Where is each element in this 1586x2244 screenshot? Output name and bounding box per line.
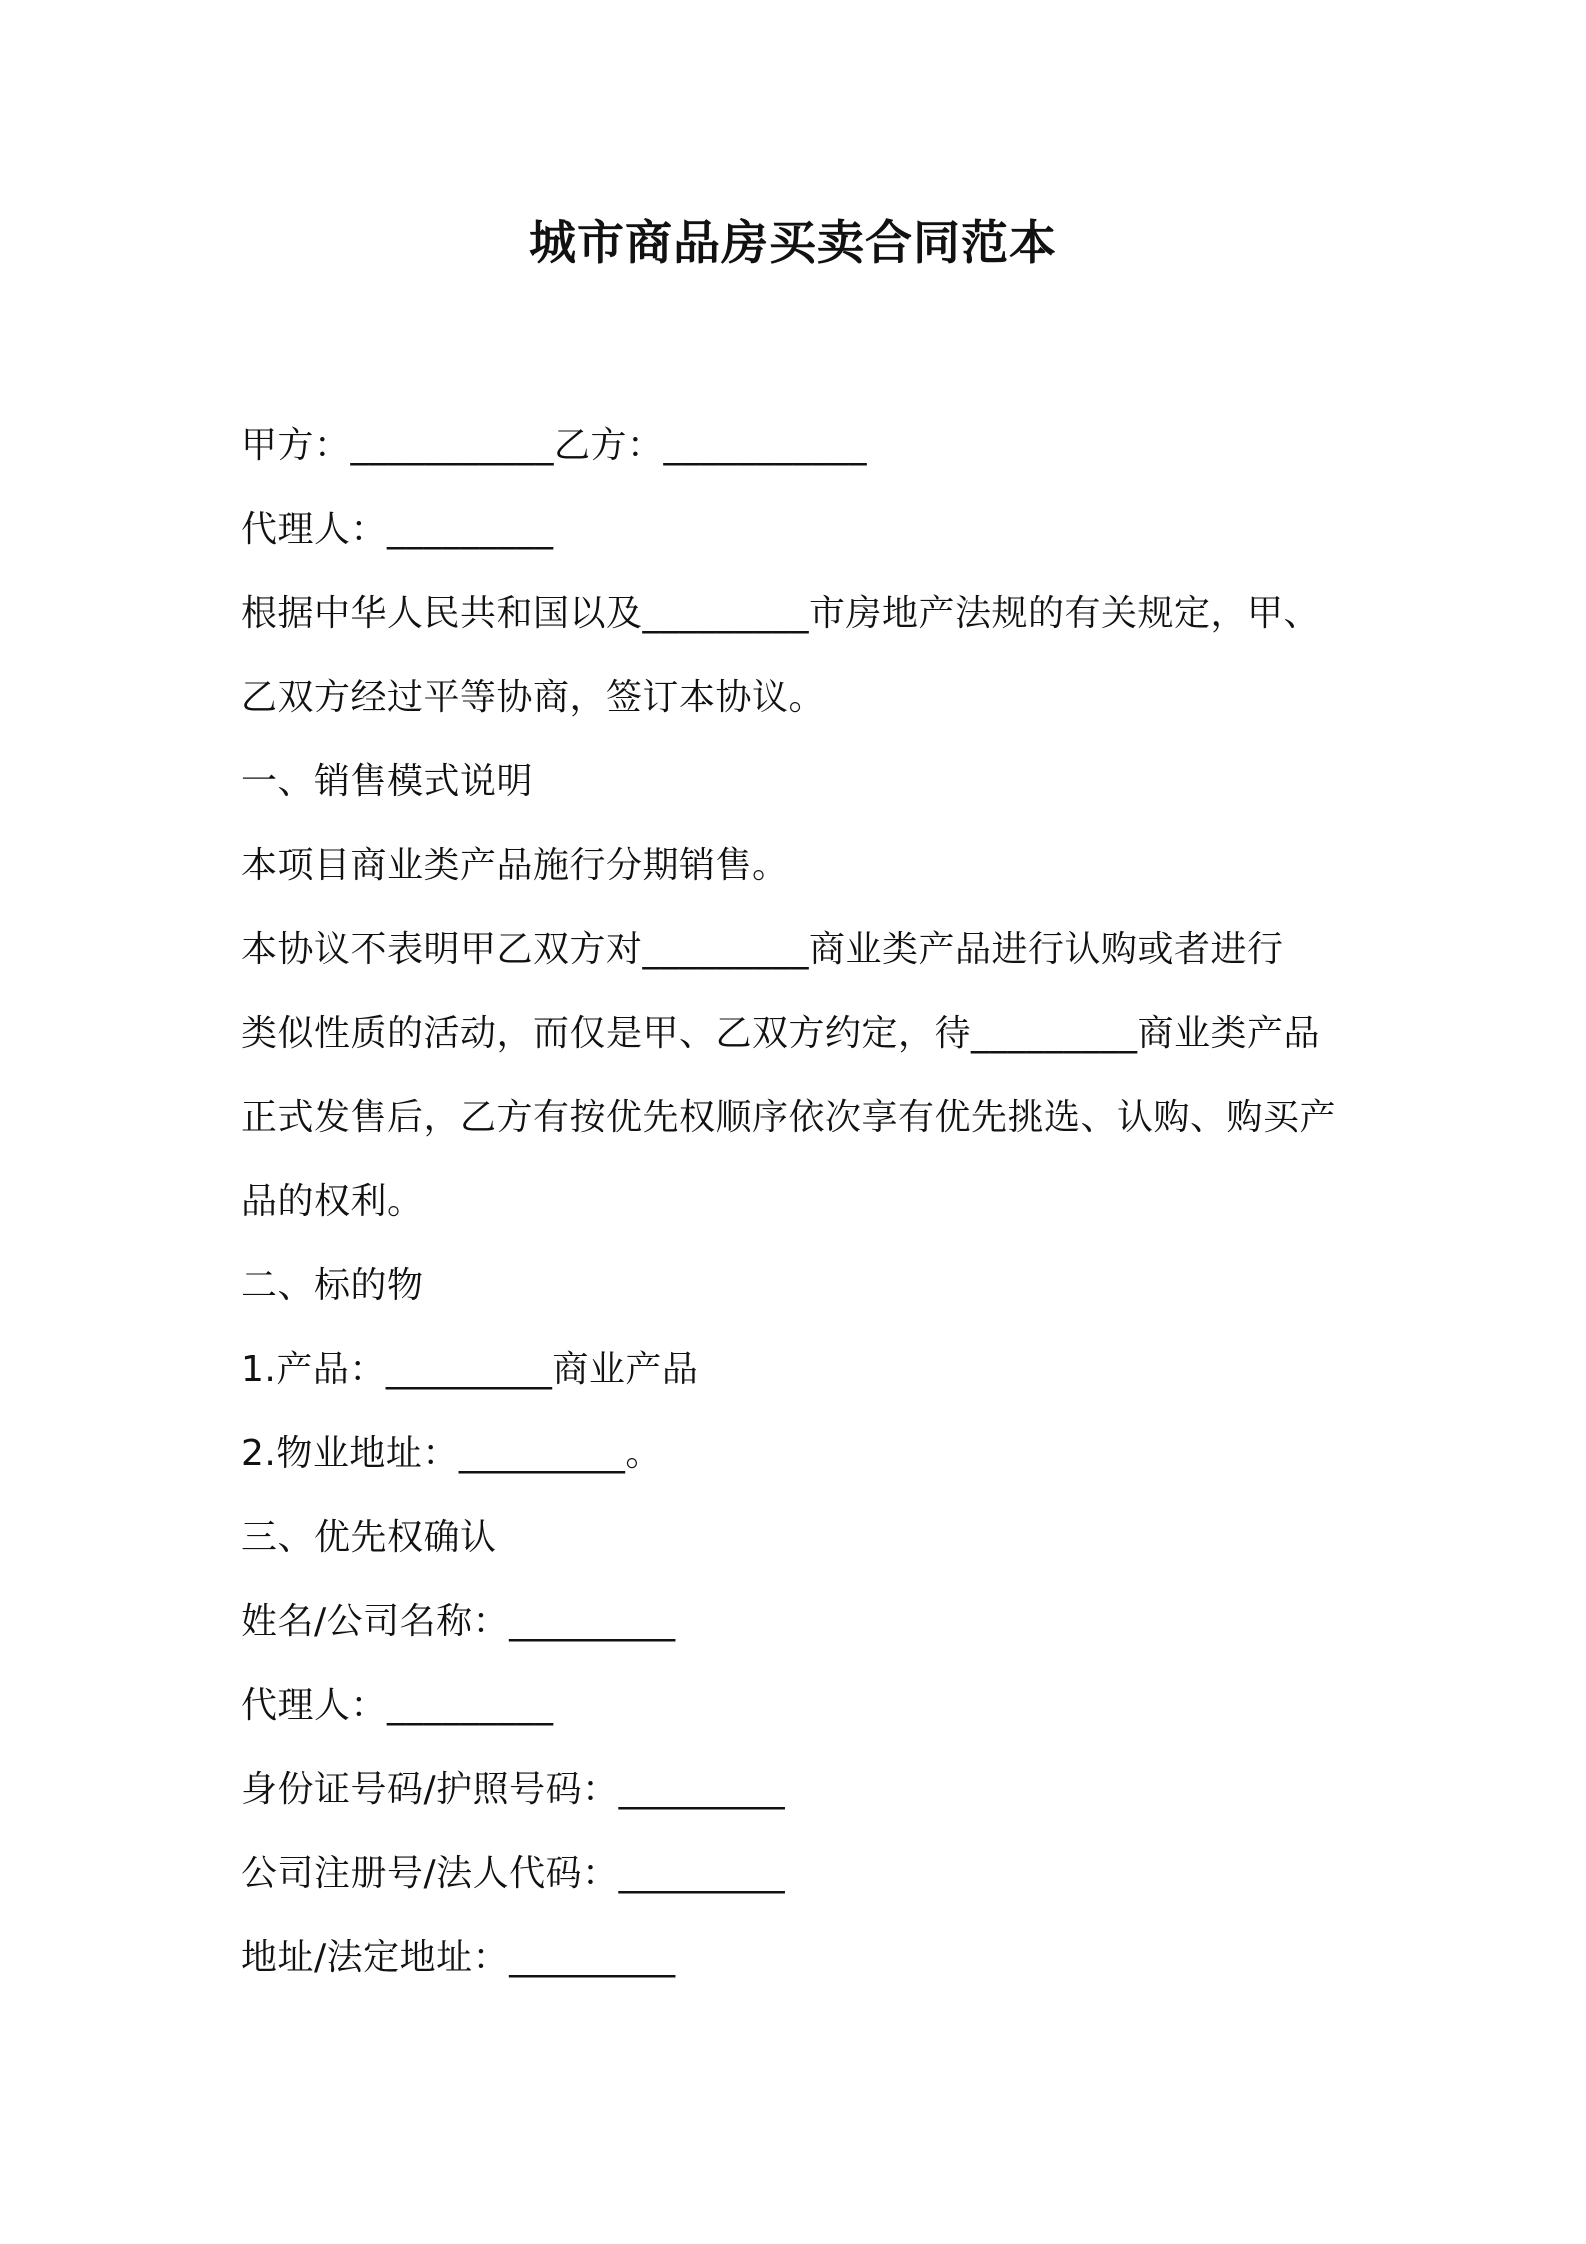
id-passport-line: 身份证号码/护照号码：_________ (241, 1769, 786, 1810)
agreement-paragraph-line-1: 本协议不表明甲乙双方对_________商业类产品进行认购或者进行 (241, 929, 1284, 970)
section-heading-priority: 三、优先权确认 (241, 1517, 497, 1558)
section-heading-sales-mode: 一、销售模式说明 (241, 761, 534, 802)
sales-mode-paragraph: 本项目商业类产品施行分期销售。 (241, 845, 789, 886)
preamble-line-1: 根据中华人民共和国以及_________市房地产法规的有关规定，甲、 (241, 593, 1321, 634)
agent-line: 代理人：_________ (241, 509, 554, 550)
product-line: 1.产品：_________商业产品 (241, 1349, 699, 1390)
company-registration-line: 公司注册号/法人代码：_________ (241, 1853, 786, 1894)
document-body (241, 404, 1361, 2000)
party-line: 甲方：___________乙方：___________ (241, 425, 868, 466)
property-address-line: 2.物业地址：_________。 (241, 1433, 662, 1474)
preamble-line-2: 乙双方经过平等协商，签订本协议。 (241, 677, 826, 718)
agent-line-2: 代理人：_________ (241, 1685, 554, 1726)
agreement-paragraph-line-2: 类似性质的活动，而仅是甲、乙双方约定，待_________商业类产品 (241, 1013, 1321, 1054)
name-company-line: 姓名/公司名称：_________ (241, 1601, 676, 1642)
section-heading-subject: 二、标的物 (241, 1265, 424, 1306)
document-title: 城市商品房买卖合同范本 (529, 216, 1057, 271)
agreement-paragraph-line-4: 品的权利。 (241, 1181, 424, 1222)
agreement-paragraph-line-3: 正式发售后，乙方有按优先权顺序依次享有优先挑选、认购、购买产 (241, 1097, 1337, 1138)
legal-address-line: 地址/法定地址：_________ (241, 1937, 676, 1978)
